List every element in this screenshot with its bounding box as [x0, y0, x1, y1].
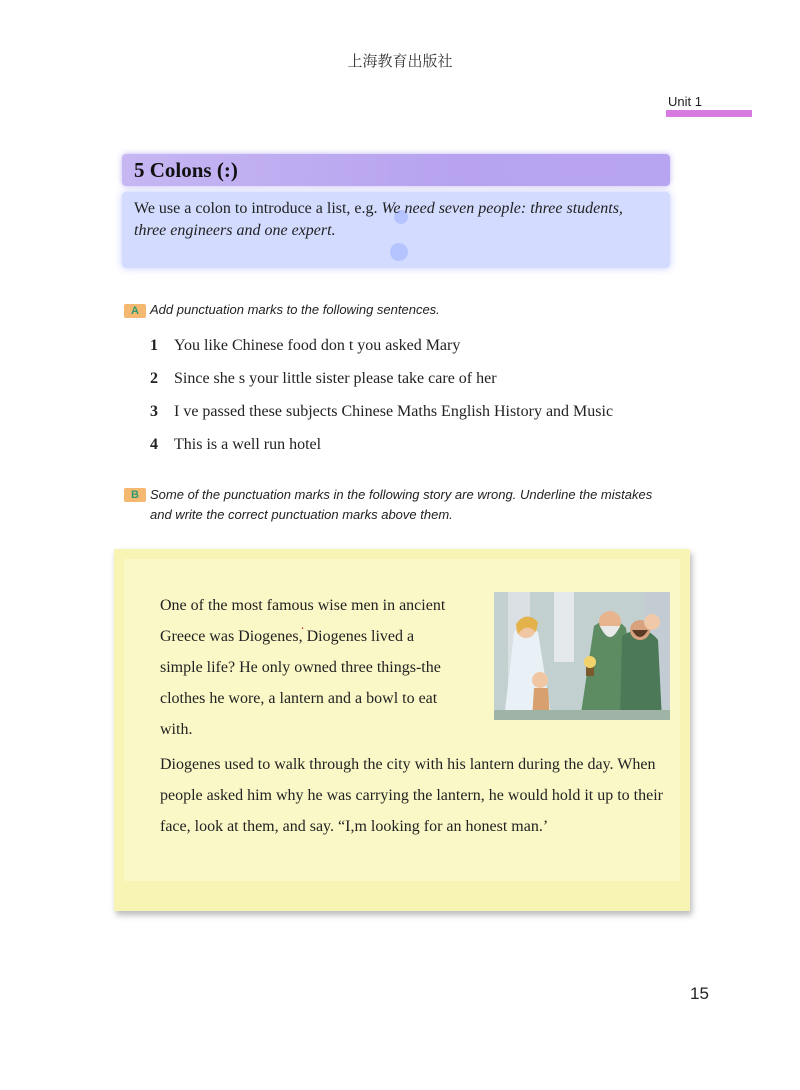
sentence-text: You like Chinese food don t you asked Mary — [174, 337, 461, 354]
list-item — [150, 435, 613, 468]
sentence-text: Since she s your little sister please take care of her — [174, 370, 497, 387]
item-number: 3 — [150, 403, 158, 420]
correction-mark: . — [300, 618, 305, 632]
decorative-dot — [390, 243, 408, 261]
marked-mistake — [298, 618, 305, 645]
colons-section — [122, 154, 670, 268]
section-title: 5 Colons (:) — [134, 158, 238, 182]
list-item — [150, 369, 613, 402]
list-item — [150, 402, 613, 435]
list-item — [150, 336, 613, 369]
diogenes-illustration — [494, 592, 670, 720]
story-text: Diogenes lived a simple life? He only owned three things-the clothes he wore, a lantern and a bowl to eat with. — [160, 628, 441, 738]
mistake-punctuation: , — [298, 628, 303, 645]
item-number: 1 — [150, 337, 158, 354]
sentence-text: This is a well run hotel — [174, 436, 322, 453]
story-paragraph-2: Diogenes used to walk through the city with his lantern during the day. When people asked him why he was carrying the lantern, he would hold it up to their face, look at them, and say. “I,m looking for an honest man.’ — [160, 756, 663, 835]
colons-rule — [134, 198, 634, 242]
sentence-text: I ve passed these subjects Chinese Maths English History and Music — [174, 403, 614, 420]
story-text: One of the most famous wise men in ancient Greece was Diogenes — [160, 597, 446, 645]
exercise-b-instruction: Some of the punctuation marks in the following story are wrong. Underline the mistakes and write the correct punctuation marks above them. — [150, 487, 653, 522]
exercise-b-badge: B — [124, 488, 146, 502]
item-number: 2 — [150, 370, 158, 387]
unit-tab — [666, 93, 752, 117]
story-paragraph-1 — [160, 590, 460, 745]
story-note — [114, 549, 690, 911]
publisher-header: 上海教育出版社 — [347, 52, 453, 70]
colons-rule-box — [122, 192, 670, 268]
unit-label: Unit 1 — [668, 94, 702, 109]
exercise-a-instruction: Add punctuation marks to the following sentences. — [150, 302, 440, 317]
exercise-a-sentences — [150, 336, 613, 468]
item-number: 4 — [150, 436, 158, 453]
story-paper — [124, 559, 680, 881]
colons-title-band — [122, 154, 670, 186]
rule-text: We use a colon to introduce a list, e.g. — [134, 200, 378, 217]
exercise-a-badge: A — [124, 304, 146, 318]
unit-color-bar — [666, 110, 752, 117]
page-number: 15 — [690, 984, 709, 1003]
rule-example: We need seven people: three students, three engineers and one expert. — [134, 200, 623, 239]
